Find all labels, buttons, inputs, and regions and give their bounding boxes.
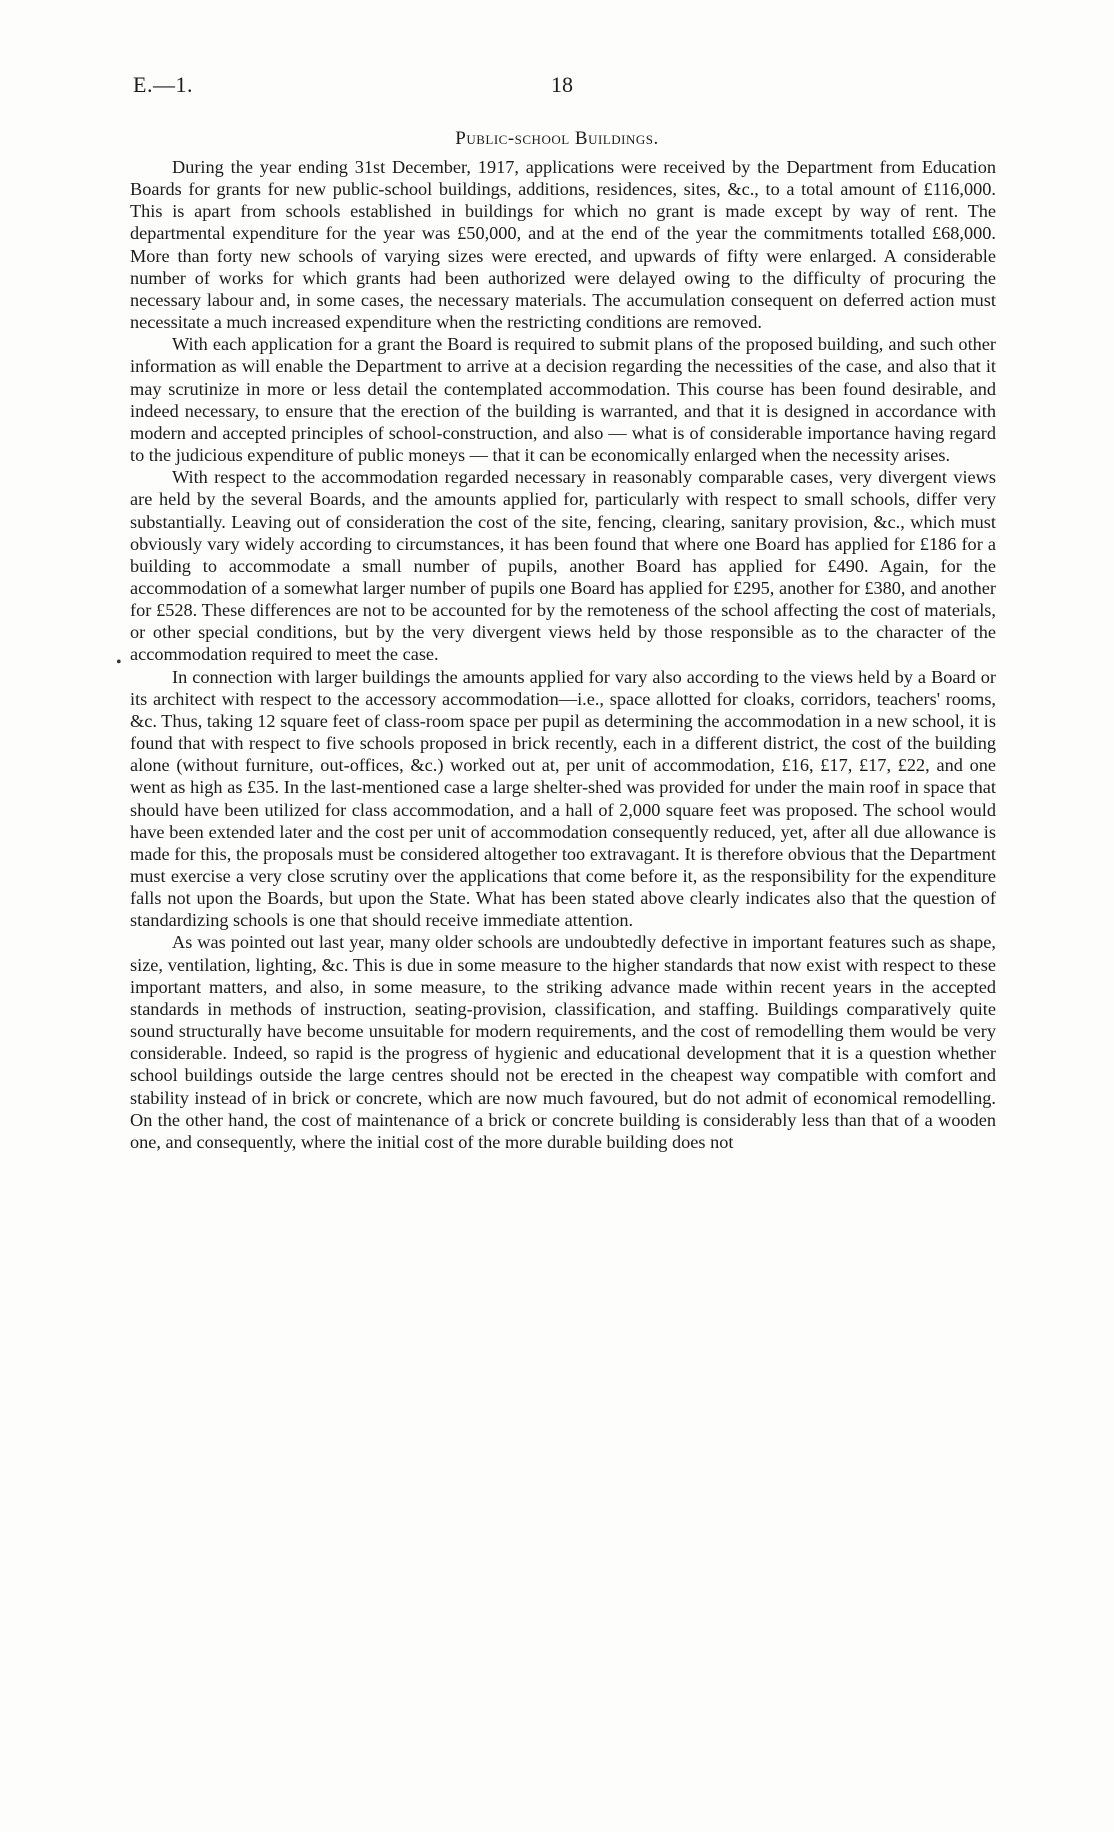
document-body — [130, 156, 996, 1153]
stray-print-mark: • — [116, 654, 122, 671]
page-reference: E.—1. — [133, 72, 193, 97]
page-number: 18 — [551, 72, 573, 97]
page-header — [133, 72, 993, 102]
paragraph-plans: With each application for a grant the Board is required to submit plans of the proposed building, and such other information as will enable the Department to arrive at a decision regarding the necessities of the case, and also that it may scrutinize in more or less detail the contemplated accommodation. This course has been found desirable, and indeed necessary, to ensure that the erection of the building is warranted, and that it is designed in accordance with modern and accepted principles of school-construction, and also — what is of considerable importance having regard to the judicious expenditure of public moneys — that it can be economically enlarged when the necessity arises. — [130, 334, 996, 466]
section-title: Public-school Buildings. — [455, 128, 659, 149]
paragraph-accommodation: With respect to the accommodation regarded necessary in reasonably comparable cases, very divergent views are held by the several Boards, and the amounts applied for, particularly with respect to small schools, differ very substantially. Leaving out of consideration the cost of the site, fencing, clearing, sanitary provision, &c., which must obviously vary widely according to circumstances, it has been found that where one Board has applied for £186 for a building to accommodate a small number of pupils, another Board has applied for £490. Again, for the accommodation of a somewhat larger number of pupils one Board has applied for £295, another for £380, and another for £528. These differences are not to be accounted for by the remoteness of the school affecting the cost of materials, or other special conditions, but by the very divergent views held by those responsible as to the character of the accommodation required to meet the case. — [130, 467, 996, 665]
paragraph-larger-buildings: In connection with larger buildings the amounts applied for vary also according to the views held by a Board or its architect with respect to the accessory accommodation—i.e., space allotted for cloaks, corridors, teachers' rooms, &c. Thus, taking 12 square feet of class-room space per pupil as determining the accommodation in a new school, it is found that with respect to five schools proposed in brick recently, each in a different district, the cost of the building alone (without furniture, out-offices, &c.) worked out at, per unit of accommodation, £16, £17, £17, £22, and one went as high as £35. In the last-mentioned case a large shelter-shed was provided for under the main roof in space that should have been utilized for class accommodation, and a hall of 2,000 square feet was proposed. The school would have been extended later and the cost per unit of accommodation consequently reduced, yet, after all due allowance is made for this, the proposals must be considered altogether too extravagant. It is therefore obvious that the Department must exercise a very close scrutiny over the applications that come before it, as the responsibility for the expenditure falls not upon the Boards, but upon the State. What has been stated above clearly indicates also that the question of standardizing schools is one that should receive immediate attention. — [130, 666, 996, 931]
paragraph-older-schools: As was pointed out last year, many older schools are undoubtedly defective in important features such as shape, size, ventilation, lighting, &c. This is due in some measure to the higher standards that now exist with respect to these important matters, and also, in some measure, to the striking advance made within recent years in the accepted standards in methods of instruction, seating-provision, classification, and staffing. Buildings comparatively quite sound structurally have become unsuitable for modern requirements, and the cost of remodelling them would be very considerable. Indeed, so rapid is the progress of hygienic and educational development that it is a question whether school buildings outside the large centres should not be erected in the cheapest way compatible with comfort and stability instead of in brick or concrete, which are now much favoured, but do not admit of economical remodelling. On the other hand, the cost of maintenance of a brick or concrete building is considerably less than that of a wooden one, and consequently, where the initial cost of the more durable building does not — [130, 932, 996, 1152]
paragraph-applications: During the year ending 31st December, 1917, applications were received by the Department from Education Boards for grants for new public-school buildings, additions, residences, sites, &c., to a total amount of £116,000. This is apart from schools established in buildings for which no grant is made except by way of rent. The departmental expenditure for the year was £50,000, and at the end of the year the commitments totalled £68,000. More than forty new schools of varying sizes were erected, and upwards of fifty were enlarged. A considerable number of works for which grants had been authorized were delayed owing to the difficulty of procuring the necessary labour and, in some cases, the necessary materials. The accumulation consequent on deferred action must necessitate a much increased expenditure when the restricting conditions are removed. — [130, 157, 996, 333]
